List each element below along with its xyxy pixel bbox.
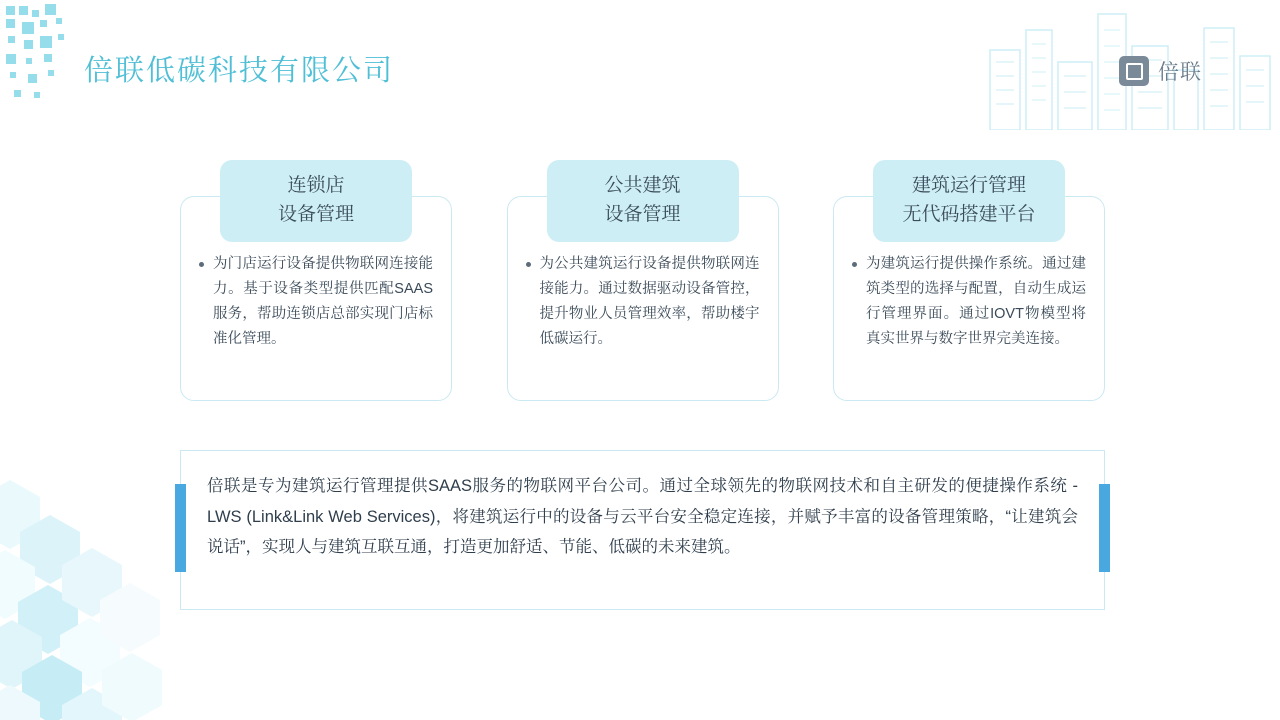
feature-bullet-text: 为门店运行设备提供物联网连接能力。基于设备类型提供匹配SAAS服务，帮助连锁店总部实现门店标准化管理。 xyxy=(213,256,433,347)
feature-card-title-line1: 连锁店 xyxy=(287,175,345,196)
feature-bullet xyxy=(526,252,760,352)
feature-card-header xyxy=(220,160,412,242)
brand-name: 倍联 xyxy=(1158,61,1202,84)
page-title: 倍联低碳科技有限公司 xyxy=(84,55,395,87)
accent-tab-right xyxy=(1099,484,1110,572)
bullet-dot-icon xyxy=(852,262,857,267)
feature-card-header xyxy=(547,160,739,242)
feature-card-title-line1: 建筑运行管理 xyxy=(911,175,1026,196)
feature-card-group xyxy=(180,160,1105,401)
bullet-dot-icon xyxy=(526,262,531,267)
feature-card-title-line1: 公共建筑 xyxy=(604,175,681,196)
feature-bullet xyxy=(199,252,433,352)
feature-card xyxy=(507,160,779,401)
company-summary-text: 倍联是专为建筑运行管理提供SAAS服务的物联网平台公司。通过全球领先的物联网技术和自主研发的便捷操作系统 - LWS (Link&Link Web Services)，将建筑运行中的设备与云平台安全稳定连接，并赋予丰富的设备管理策略，“让建筑会说话”，实现人与建筑互联互通，打造更加舒适、节能、低碳的未来建筑。 xyxy=(207,477,1078,557)
square-logo-icon xyxy=(1119,56,1149,86)
feature-card xyxy=(833,160,1105,401)
feature-card-title-line2: 设备管理 xyxy=(604,203,681,225)
accent-tab-left xyxy=(175,484,186,572)
feature-card-title-line2: 无代码搭建平台 xyxy=(902,203,1036,225)
feature-bullet-text: 为公共建筑运行设备提供物联网连接能力。通过数据驱动设备管控，提升物业人员管理效率，帮助楼宇低碳运行。 xyxy=(539,256,760,347)
feature-card-header xyxy=(873,160,1065,242)
feature-card xyxy=(180,160,452,401)
bullet-dot-icon xyxy=(199,262,204,267)
feature-bullet xyxy=(852,252,1086,352)
brand-logo xyxy=(1119,56,1202,86)
feature-bullet-text: 为建筑运行提供操作系统。通过建筑类型的选择与配置，自动生成运行管理界面。通过IOVT物模型将真实世界与数字世界完美连接。 xyxy=(866,256,1086,347)
feature-card-title-line2: 设备管理 xyxy=(277,203,354,225)
company-summary-panel xyxy=(180,450,1105,610)
